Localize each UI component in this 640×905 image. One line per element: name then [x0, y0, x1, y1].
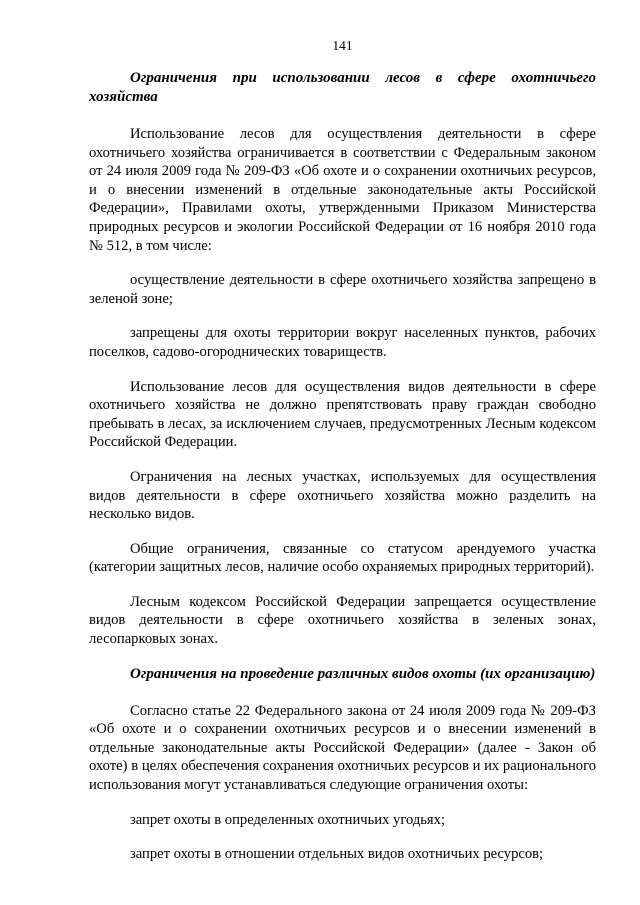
page-number: 141: [332, 38, 353, 53]
paragraph-article-22: Согласно статье 22 Федерального закона от 24 июля 2009 года № 209-ФЗ «Об охоте и о сохранении охотничьих ресурсов и о внесении изменений в отдельные законодательные акты Российской Федерации» (далее - Закон об охоте) в целях обеспечения сохранения охотничьих ресурсов и их рационального использования могут устанавливаться следующие ограничения охоты:: [89, 702, 596, 794]
paragraph-green-zone-prohibition: осуществление деятельности в сфере охотничьего хозяйства запрещено в зеленой зоне;: [89, 272, 596, 307]
paragraph-settlement-territories: запрещены для охоты территории вокруг населенных пунктов, рабочих поселков, садово-огороднических товариществ.: [89, 325, 596, 360]
paragraph-general-restrictions: Общие ограничения, связанные со статусом арендуемого участка (категории защитных лесов, наличие особо охраняемых природных территорий).: [89, 540, 596, 576]
paragraph-ban-on-species: запрет охоты в отношении отдельных видов охотничьих ресурсов;: [130, 846, 544, 863]
document-body: [89, 69, 596, 864]
section-heading-hunting-restrictions: Ограничения на проведение различных видов охоты (их организацию): [130, 665, 596, 682]
section-heading-forest-use-restrictions: Ограничения при использовании лесов в сфере охотничьего хозяйства: [89, 70, 596, 105]
paragraph-ban-in-grounds: запрет охоты в определенных охотничьих угодьях;: [130, 811, 445, 828]
paragraph-free-access-right: Использование лесов для осуществления видов деятельности в сфере охотничьего хозяйства не должно препятствовать праву граждан свободно пребывать в лесах, за исключением случаев, предусмотренных Лесным кодексом Российской Федерации.: [89, 378, 596, 451]
paragraph-forest-use-law: Использование лесов для осуществления деятельности в сфере охотничьего хозяйства ограничивается в соответствии с Федеральным законом от 24 июля 2009 года № 209-ФЗ «Об охоте и о сохранении охотничьих ресурсов, и о внесении изменений в отдельные законодательные акты Российской Федерации», Правилами охоты, утвержденными Приказом Министерства природных ресурсов и экологии Российской Федерации от 16 ноября 2010 года № 512, в том числе:: [89, 126, 596, 254]
paragraph-restriction-types: Ограничения на лесных участках, используемых для осуществления видов деятельности в сфере охотничьего хозяйства можно разделить на несколько видов.: [89, 468, 596, 523]
paragraph-forest-code-prohibition: Лесным кодексом Российской Федерации запрещается осуществление видов деятельности в сфере охотничьего хозяйства в зеленых зонах, лесопарковых зонах.: [89, 593, 596, 648]
